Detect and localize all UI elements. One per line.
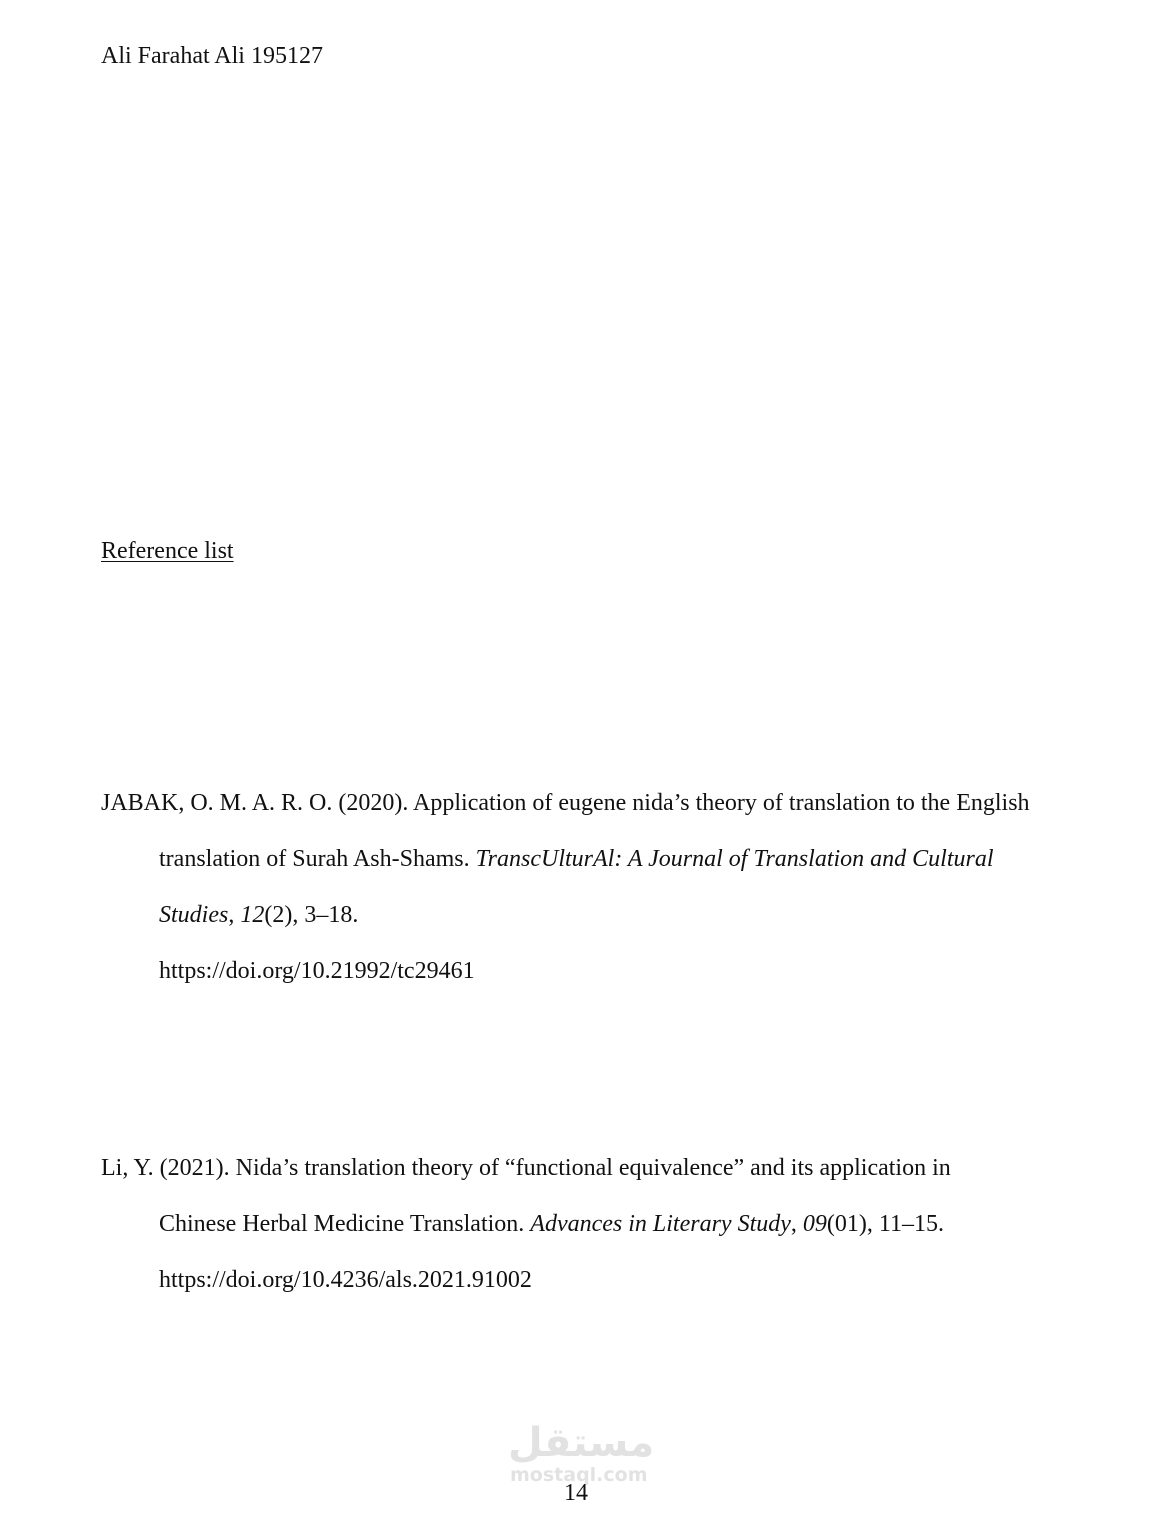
reference-2-line-1: Li, Y. (2021). Nida’s translation theory of “functional equivalence” and its application in xyxy=(101,1155,951,1181)
reference-1-doi-link: https://doi.org/10.21992/tc29461 xyxy=(159,958,475,984)
watermark-site: mostaql.com xyxy=(510,1464,648,1486)
reference-2-doi-link: https://doi.org/10.4236/als.2021.91002 xyxy=(159,1267,532,1293)
reference-1-line-2: translation of Surah Ash-Shams. TranscUlturAl: A Journal of Translation and Cultural xyxy=(159,846,994,872)
section-title: Reference list xyxy=(101,538,234,564)
reference-2-line-2: Chinese Herbal Medicine Translation. Advances in Literary Study, 09(01), 11–15. xyxy=(159,1211,944,1237)
page-number: 14 xyxy=(564,1480,588,1506)
reference-1-line-3: Studies, 12(2), 3–18. xyxy=(159,902,359,928)
reference-1-line-1: JABAK, O. M. A. R. O. (2020). Application of eugene nida’s theory of translation to the English xyxy=(101,790,1030,816)
author-header: Ali Farahat Ali 195127 xyxy=(101,43,323,69)
watermark-brand: مستقل xyxy=(508,1420,655,1466)
